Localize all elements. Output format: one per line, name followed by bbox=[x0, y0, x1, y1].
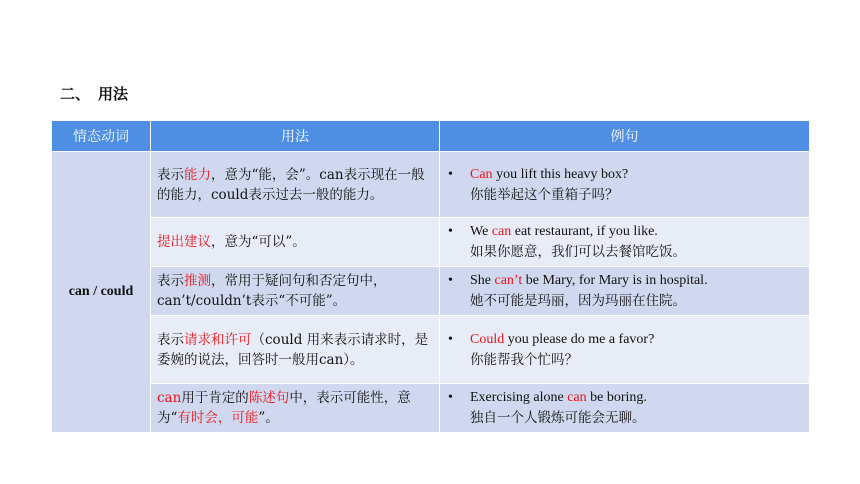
example-english bbox=[470, 388, 803, 408]
bullet-icon: • bbox=[448, 390, 453, 405]
example-chinese: 你能举起这个重箱子吗？ bbox=[470, 186, 619, 203]
highlight-text: Can bbox=[470, 166, 493, 182]
highlight-text: can bbox=[157, 390, 182, 406]
text-segment: you please do me a favor? bbox=[504, 331, 655, 347]
example-cell bbox=[440, 316, 810, 384]
highlight-text: 有时会，可能 bbox=[177, 410, 259, 426]
highlight-text: 请求和许可 bbox=[184, 331, 252, 348]
text-segment: 表示 bbox=[157, 331, 184, 348]
header-modal-verb: 情态动词 bbox=[52, 121, 151, 152]
bullet-icon: • bbox=[448, 331, 453, 347]
highlight-text: can bbox=[567, 390, 587, 405]
bullet-icon: • bbox=[448, 273, 453, 288]
highlight-text: Could bbox=[470, 331, 505, 347]
text-segment: 表示 bbox=[157, 273, 184, 289]
highlight-text: 陈述句 bbox=[248, 390, 290, 406]
usage-cell bbox=[151, 384, 440, 433]
usage-cell bbox=[151, 152, 440, 218]
example-cell bbox=[440, 152, 810, 218]
example-item bbox=[448, 165, 803, 205]
text-segment: Exercising alone bbox=[470, 390, 568, 405]
example-cell bbox=[440, 218, 810, 267]
text-segment: ，常用于疑问句和否定句中，can’t/couldn’t表示“不可能”。 bbox=[157, 273, 387, 309]
highlight-text: 推测 bbox=[184, 273, 211, 289]
text-segment: be boring. bbox=[586, 390, 647, 405]
bullet-icon: • bbox=[448, 224, 453, 239]
table-row bbox=[52, 384, 810, 433]
example-chinese: 独自一个人锻炼可能会无聊。 bbox=[470, 410, 646, 426]
highlight-text: 能力 bbox=[184, 166, 211, 183]
example-chinese: 你能帮我个忙吗？ bbox=[470, 351, 578, 368]
example-english bbox=[470, 222, 803, 242]
text-segment: ”。 bbox=[258, 410, 279, 426]
highlight-text: 提出建议 bbox=[157, 234, 211, 250]
text-segment: 用于肯定的 bbox=[181, 390, 249, 406]
example-lines bbox=[470, 271, 803, 311]
example-item bbox=[448, 330, 803, 370]
text-segment: She bbox=[470, 273, 495, 288]
section-number: 二、 bbox=[60, 85, 91, 103]
example-item bbox=[448, 388, 803, 428]
usage-table bbox=[51, 120, 810, 433]
section-heading bbox=[60, 83, 128, 104]
text-segment: 中，表示可能性，意为“ bbox=[157, 390, 411, 426]
usage-cell bbox=[151, 316, 440, 384]
text-segment: 表示 bbox=[157, 166, 184, 183]
modal-verb-cell: can / could bbox=[52, 152, 151, 433]
text-segment: We bbox=[470, 224, 492, 239]
text-segment: eat restaurant, if you like. bbox=[511, 224, 658, 239]
text-segment: （could 用来表示请求时，是委婉的说法，回答时一般用can）。 bbox=[157, 331, 429, 368]
example-cell bbox=[440, 267, 810, 316]
table-row bbox=[52, 316, 810, 384]
example-lines bbox=[470, 388, 803, 428]
section-title: 用法 bbox=[98, 85, 129, 103]
usage-cell bbox=[151, 267, 440, 316]
usage-cell bbox=[151, 218, 440, 267]
highlight-text: can bbox=[491, 224, 512, 239]
example-chinese: 如果你愿意，我们可以去餐馆吃饭。 bbox=[470, 244, 686, 260]
example-lines bbox=[470, 330, 803, 370]
table-row bbox=[52, 152, 810, 218]
example-item bbox=[448, 222, 803, 262]
table-row bbox=[52, 218, 810, 267]
bullet-icon: • bbox=[448, 166, 453, 182]
table-header-row bbox=[52, 121, 810, 152]
text-segment: be Mary, for Mary is in hospital. bbox=[522, 273, 708, 288]
example-english bbox=[470, 330, 803, 350]
text-segment: you lift this heavy box? bbox=[492, 166, 629, 182]
example-chinese: 她不可能是玛丽，因为玛丽在住院。 bbox=[470, 293, 686, 309]
example-cell bbox=[440, 384, 810, 433]
text-segment: ，意为“能，会”。can表示现在一般的能力，could表示过去一般的能力。 bbox=[157, 166, 425, 203]
example-lines bbox=[470, 165, 803, 205]
example-english bbox=[470, 165, 803, 185]
example-english bbox=[470, 271, 803, 291]
example-lines bbox=[470, 222, 803, 262]
text-segment: ，意为“可以”。 bbox=[211, 234, 306, 250]
highlight-text: can’t bbox=[494, 273, 523, 288]
example-item bbox=[448, 271, 803, 311]
header-usage: 用法 bbox=[151, 121, 440, 152]
table-row bbox=[52, 267, 810, 316]
header-example: 例句 bbox=[440, 121, 810, 152]
